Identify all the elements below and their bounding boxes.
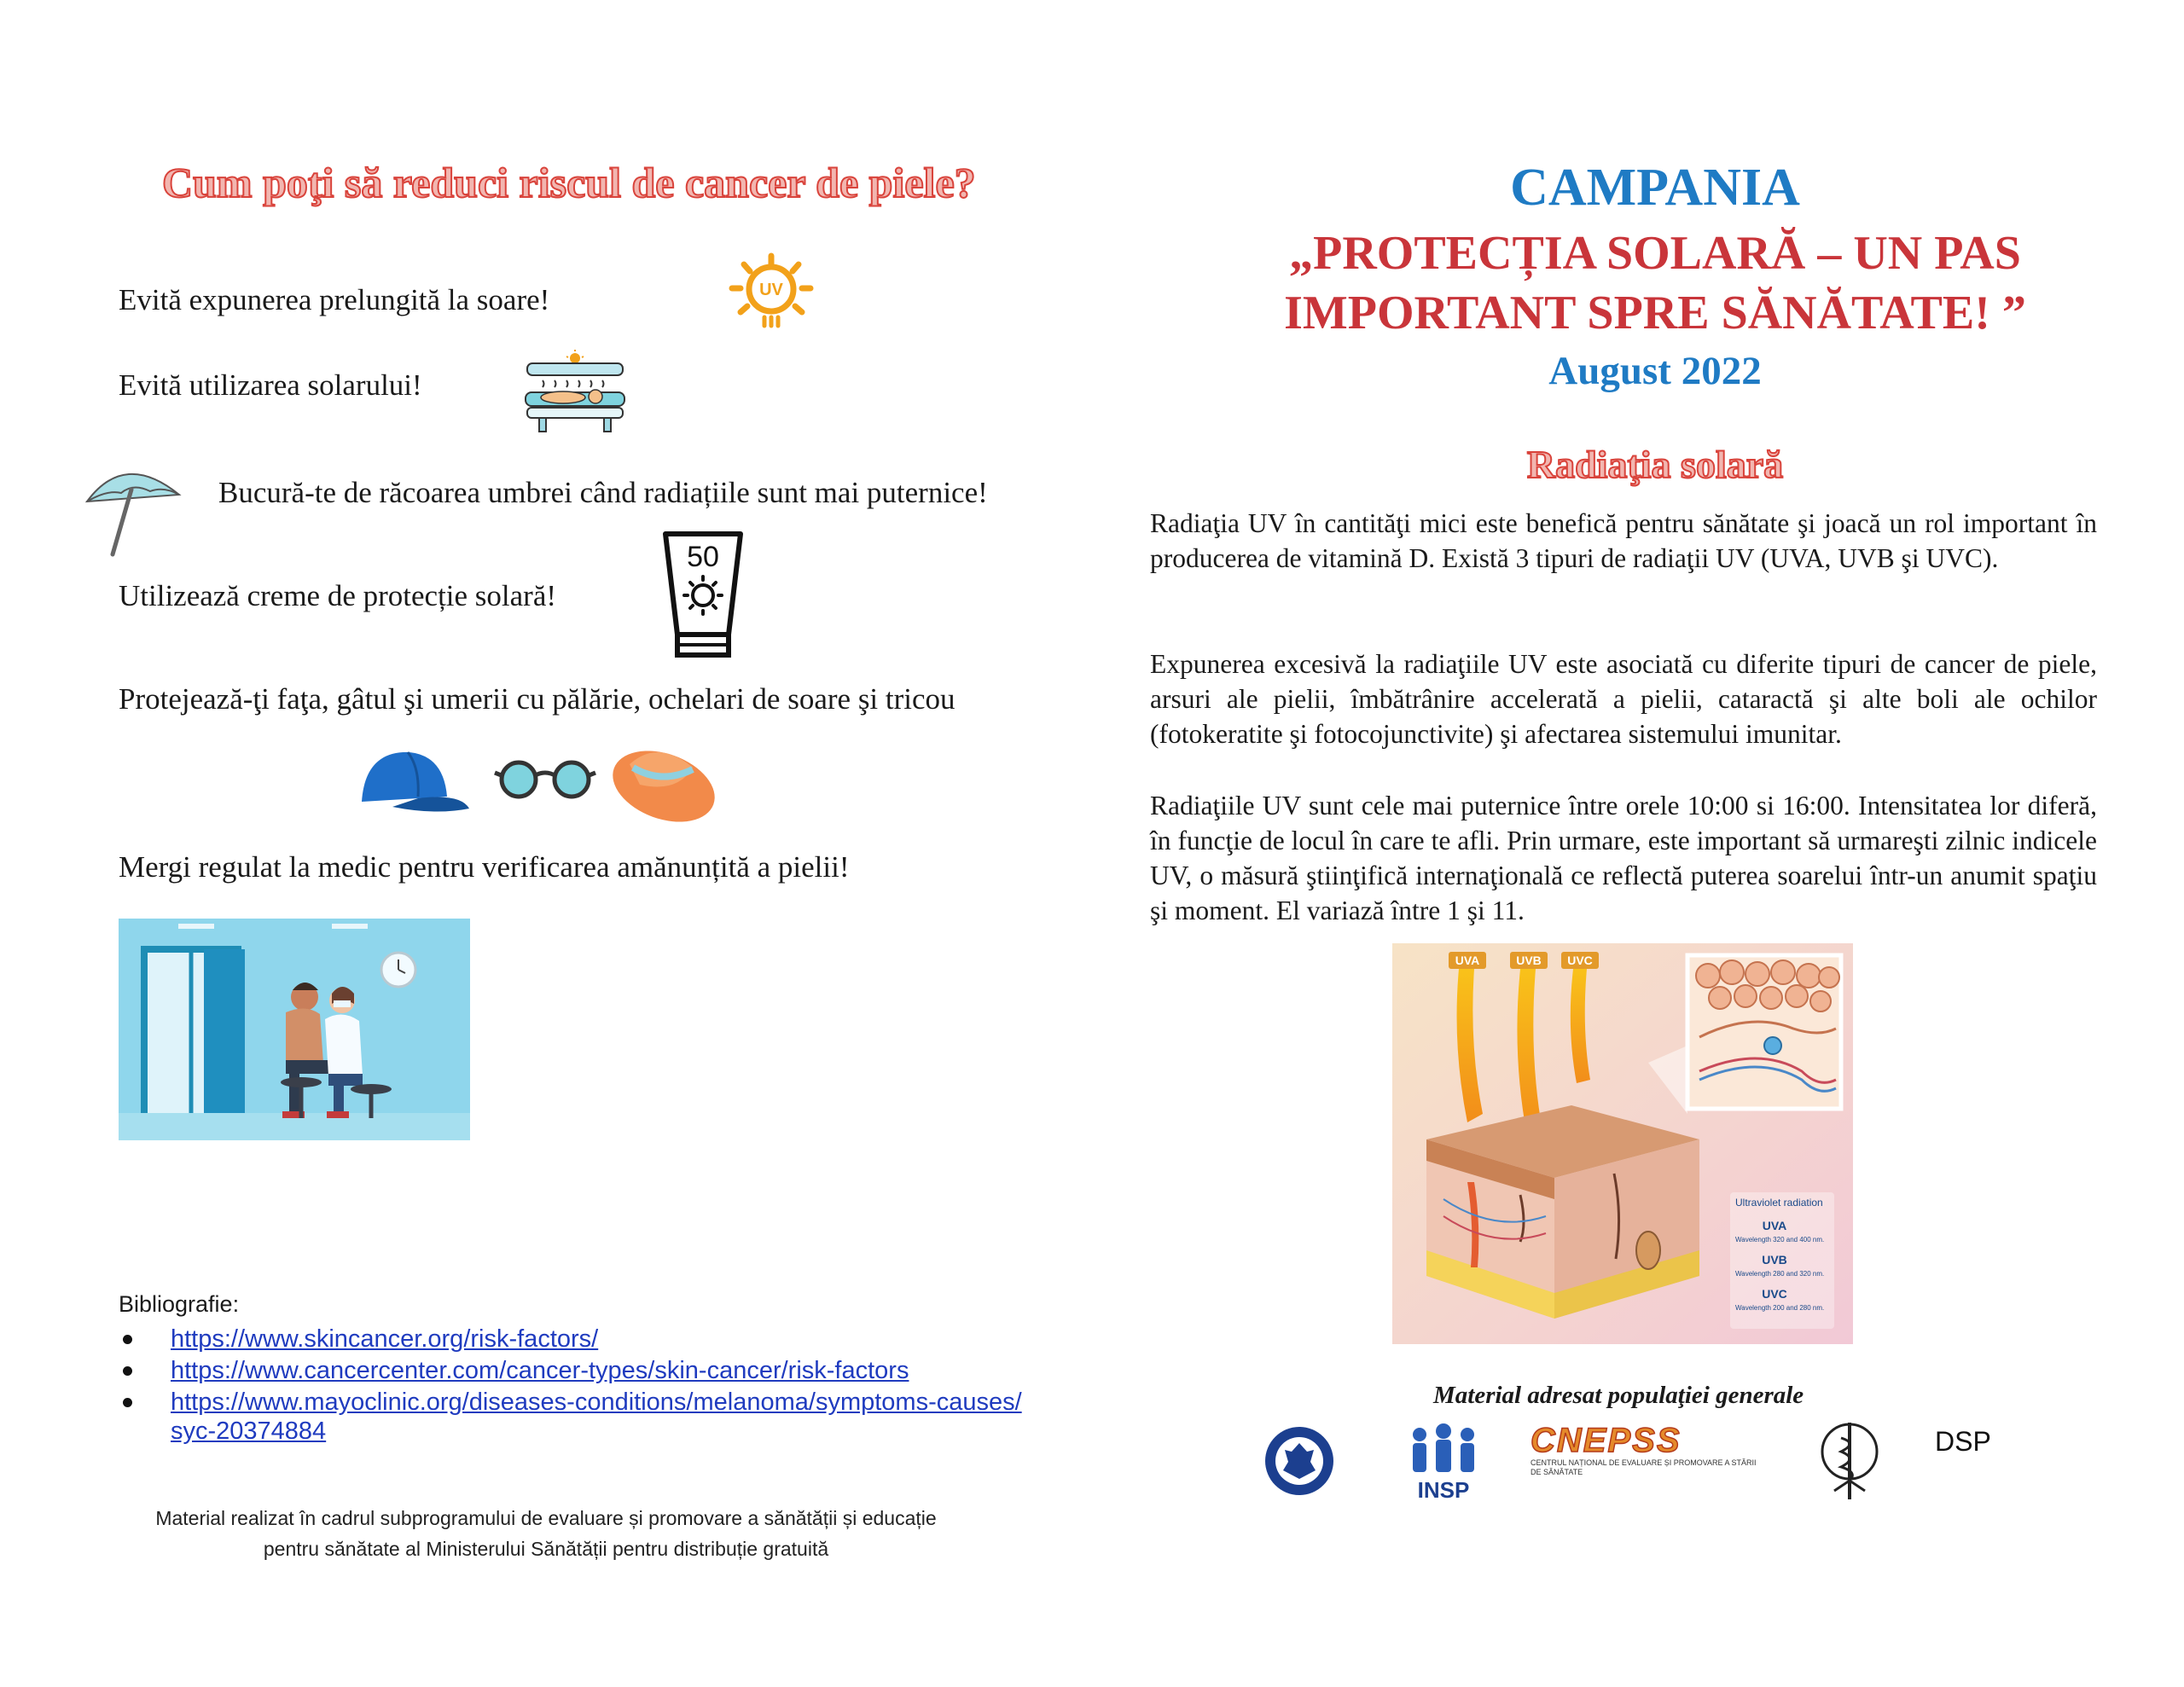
campaign-heading: CAMPANIA [1510, 159, 1800, 217]
legend-uva-desc: Wavelength 320 and 400 nm. [1735, 1236, 1825, 1244]
ray-label-uvb: UVB [1516, 954, 1542, 967]
tip-shade: Bucură-te de răcoarea umbrei când radiațiile sunt mai puternice! [218, 476, 988, 509]
sunscreen-icon [662, 530, 744, 658]
cnepss-logo [1531, 1423, 1763, 1477]
uv-badge-text: UV [759, 281, 783, 299]
insp-label: INSP [1417, 1477, 1470, 1503]
government-seal-logo [1263, 1424, 1336, 1498]
umbrella-icon [82, 459, 184, 561]
campaign-slogan [1228, 223, 2082, 343]
tip-avoid-solarium: Evită utilizarea solarului! [119, 368, 422, 402]
tip-doctor: Mergi regulat la medic pentru verificarea amănunțită a pielii! [119, 850, 850, 884]
legend-uvc-desc: Wavelength 200 and 280 nm. [1735, 1304, 1825, 1312]
bibliography-item [171, 1388, 1024, 1446]
bibliography-item [171, 1356, 1024, 1385]
tip-sunscreen: Utilizează creme de protecție solară! [119, 579, 557, 612]
medical-emblem-logo [1815, 1417, 1884, 1503]
section-title: Radiaţia solară [1526, 443, 1784, 486]
ray-label-uvc: UVC [1567, 954, 1593, 967]
footer-note [119, 1503, 973, 1564]
sun-hat-icon [603, 738, 725, 826]
doctor-visit-illustration [119, 919, 470, 1140]
audience-note: Material adresat populaţiei generale [1433, 1382, 1804, 1409]
bibliography-label: Bibliografie: [119, 1291, 240, 1317]
link-skincancer[interactable]: https://www.skincancer.org/risk-factors/ [171, 1325, 599, 1353]
ray-label-uva: UVA [1455, 954, 1480, 967]
tip-protect: Protejează-ţi faţa, gâtul şi umerii cu pălărie, ochelari de soare şi tricou [119, 682, 956, 716]
link-mayoclinic[interactable]: https://www.mayoclinic.org/diseases-conditions/melanoma/symptoms-causes/syc-20374884 [171, 1388, 1022, 1445]
footer-note-line1: Material realizat în cadrul subprogramului de evaluare și promovare a sănătății și educație [155, 1507, 937, 1529]
bibliography-item [171, 1325, 1024, 1354]
solarium-icon [519, 350, 631, 435]
campaign-month: August 2022 [1548, 349, 1762, 393]
dsp-logo: DSP [1935, 1426, 1991, 1457]
paragraph-risks: Expunerea excesivă la radiaţiile UV este asociată cu diferite tipuri de cancer de piele, arsuri ale pielii, îmbătrânire accelerată a pielii, cataractă şi alte boli ale ochilor (fotokeratite şi fotocojunctivite) şi afectarea sistemului imunitar. [1150, 649, 2097, 749]
uv-skin-diagram [1392, 943, 1853, 1344]
footer-note-line2: pentru sănătate al Ministerului Sănătății pentru distribuție gratuită [263, 1538, 829, 1560]
cnepss-subtitle: CENTRUL NAȚIONAL DE EVALUARE ȘI PROMOVARE A STĂRII DE SĂNĂTATE [1531, 1458, 1757, 1476]
bibliography-list [171, 1325, 1024, 1448]
left-title: Cum poţi să reduci riscul de cancer de piele? [162, 159, 976, 206]
uv-sun-icon [727, 252, 816, 329]
slogan-line2: IMPORTANT SPRE SĂNĂTATE! ” [1284, 287, 2026, 339]
accessories-icon [358, 733, 734, 826]
cnepss-label: CNEPSS [1531, 1422, 1682, 1459]
legend-uvc: UVC [1762, 1287, 1787, 1301]
legend-uvb-desc: Wavelength 280 and 320 nm. [1735, 1270, 1825, 1278]
paragraph-benefits: Radiaţia UV în cantităţi mici este benefică pentru sănătate şi joacă un rol important în producerea de vitamină D. Există 3 tipuri de radiaţii UV (UVA, UVB şi UVC). [1150, 508, 2097, 573]
paragraph-uv-index: Radiaţiile UV sunt cele mai puternice între orele 10:00 si 16:00. Intensitatea lor diferă, în funcţie de locul în care te afli. Prin urmare, este important să urmareşti zilnic indicele UV, o măsură ştiinţifică internaţională ce reflectă puterea soarelui într-un anumit spaţiu şi moment. El variază între 1 şi 11. [1150, 791, 2097, 925]
legend-uva: UVA [1762, 1219, 1787, 1232]
tip-avoid-sun: Evită expunerea prelungită la soare! [119, 283, 550, 316]
legend-uvb: UVB [1762, 1253, 1787, 1267]
legend-title: Ultraviolet radiation [1735, 1197, 1823, 1209]
spf-value: 50 [687, 541, 719, 573]
insp-logo-figures [1403, 1423, 1484, 1503]
sunglasses-icon [495, 762, 595, 797]
slogan-line1: „PROTECȚIA SOLARĂ – UN PAS [1289, 227, 2021, 280]
link-cancercenter[interactable]: https://www.cancercenter.com/cancer-types/skin-cancer/risk-factors [171, 1357, 909, 1384]
